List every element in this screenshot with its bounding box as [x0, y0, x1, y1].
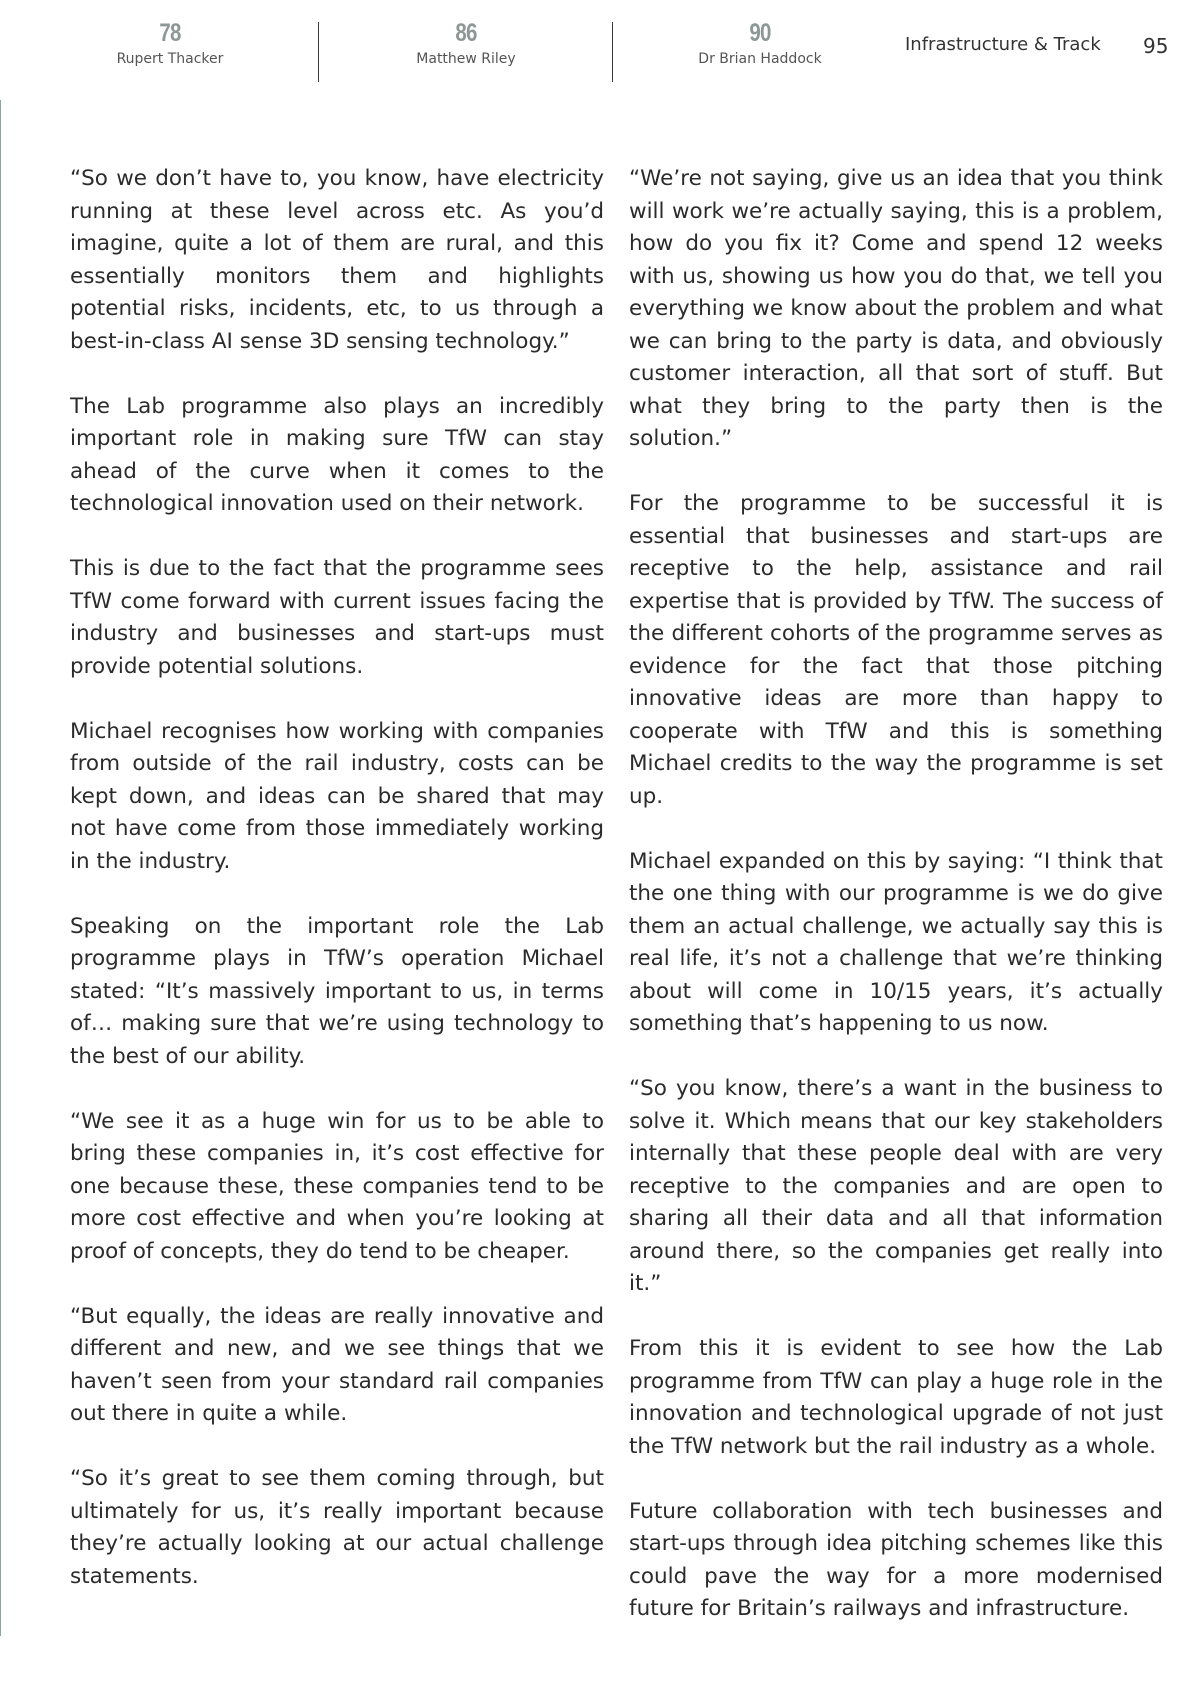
nav-author-name: Dr Brian Haddock — [698, 51, 822, 67]
left-margin-rule — [0, 100, 1, 1636]
paragraph: Michael recognises how working with companies from outside of the rail industry, costs can be kept down, and ideas can be shared that may not have come from those immediately working in the industry. — [70, 718, 604, 874]
paragraph: “But equally, the ideas are really innovative and different and new, and we see things that we haven’t seen from your standard rail companies out there in quite a while. — [70, 1303, 604, 1426]
paragraph: Michael expanded on this by saying: “I think that the one thing with our programme is we do give them an actual challenge, we actually say this is real life, it’s not a challenge that we’re thinking about will come in 10/15 years, it’s actually something that’s happening to us now. — [629, 848, 1163, 1036]
nav-link-brian-haddock[interactable] — [660, 18, 860, 68]
paragraph: “So you know, there’s a want in the business to solve it. Which means that our key stakeholders internally that these people deal with are very receptive to the companies and are open to sharing all their data and all that information around there, so the companies get really into it.” — [629, 1076, 1163, 1296]
page-header — [0, 0, 1200, 100]
nav-page-number: 78 — [159, 19, 181, 47]
paragraph: “So it’s great to see them coming through, but ultimately for us, it’s really important because they’re actually looking at our actual challenge statements. — [70, 1466, 604, 1589]
nav-link-rupert-thacker[interactable] — [70, 18, 270, 68]
nav-page-number: 86 — [455, 19, 477, 47]
nav-page-number: 90 — [749, 19, 771, 47]
nav-author-name: Rupert Thacker — [116, 51, 224, 67]
article-column-right — [629, 163, 1163, 1658]
nav-divider — [612, 22, 613, 82]
nav-author-name: Matthew Riley — [416, 51, 516, 67]
paragraph: Speaking on the important role the Lab programme plays in TfW’s operation Michael stated: “It’s massively important to us, in terms of… making sure that we’re using technology to the best of our ability. — [70, 913, 604, 1069]
paragraph: “We’re not saying, give us an idea that you think will work we’re actually saying, this is a problem, how do you fix it? Come and spend 12 weeks with us, showing us how you do that, we tell you everything we know about the problem and what we can bring to the party is data, and obviously customer interaction, all that sort of stuff. But what they bring to the party then is the solution.” — [629, 166, 1163, 451]
article-column-left — [70, 163, 604, 1626]
nav-link-matthew-riley[interactable] — [366, 18, 566, 68]
nav-divider — [318, 22, 319, 82]
paragraph: For the programme to be successful it is essential that businesses and start-ups are receptive to the help, assistance and rail expertise that is provided by TfW. The success of the different cohorts of the programme serves as evidence for the fact that those pitching innovative ideas are more than happy to cooperate with TfW and this is something Michael credits to the way the programme is set up. — [629, 491, 1163, 809]
paragraph: The Lab programme also plays an incredibly important role in making sure TfW can stay ahead of the curve when it comes to the technological innovation used on their network. — [70, 393, 604, 516]
section-title: Infrastructure & Track — [905, 34, 1101, 55]
paragraph: “We see it as a huge win for us to be able to bring these companies in, it’s cost effective for one because these, these companies tend to be more cost effective and when you’re looking at proof of concepts, they do tend to be cheaper. — [70, 1108, 604, 1264]
paragraph: From this it is evident to see how the Lab programme from TfW can play a huge role in the innovation and technological upgrade of not just the TfW network but the rail industry as a whole. — [629, 1336, 1163, 1459]
paragraph: Future collaboration with tech businesses and start-ups through idea pitching schemes like this could pave the way for a more modernised future for Britain’s railways and infrastructure. — [629, 1498, 1163, 1621]
paragraph: This is due to the fact that the programme sees TfW come forward with current issues facing the industry and businesses and start-ups must provide potential solutions. — [70, 556, 604, 679]
page-number: 95 — [1143, 34, 1169, 58]
paragraph: “So we don’t have to, you know, have electricity running at these level across etc. As you’d imagine, quite a lot of them are rural, and this essentially monitors them and highlights potential risks, incidents, etc, to us through a best-in-class AI sense 3D sensing technology.” — [70, 166, 604, 354]
